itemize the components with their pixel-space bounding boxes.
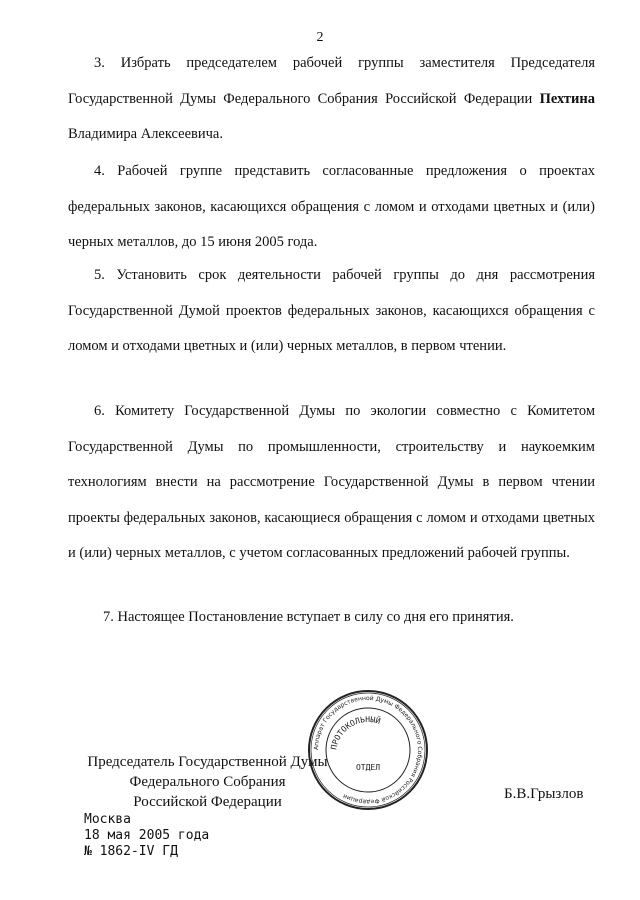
clause-number: 7. [103,609,114,625]
signatory-title-line-3: Российской Федерации [133,794,282,810]
signatory-title [80,752,335,812]
imprint-number: № 1862-IV ГД [84,844,178,859]
clause-text: Рабочей группе представить согласованные предложения о проектах федеральных законов, касающихся обращения с ломом и отходами цветных и (или) черных металлов, до 15 июня 2005 года. [68,163,596,250]
clause-4 [68,154,595,261]
clause-number: 3. [94,55,105,71]
clause-number: 5. [94,267,105,283]
clause-3 [68,46,595,153]
signatory-name: Б.В.Грызлов [504,786,584,802]
clause-6 [68,394,595,572]
clause-7 [103,600,583,636]
clause-text: Настоящее Постановление вступает в силу со дня его принятия. [117,609,514,625]
clause-text: Установить срок деятельности рабочей группы до дня рассмотрения Государственной Думой проектов федеральных законов, касающихся обращения с ломом и отходами цветных и (или) черных металлов, в первом чтении. [68,267,595,354]
stamp-outer-text: Аппарат Государственной Думы Федерального Собрания Российской Федерации [312,694,424,806]
signatory-title-line-1: Председатель Государственной Думы [87,754,328,770]
stamp-inner-top: ПРОТОКОЛЬНЫЙ [329,714,382,751]
signatory-title-line-2: Федерального Собрания [129,774,286,790]
document-imprint [84,812,209,860]
clause-text: Комитету Государственной Думы по экологии совместно с Комитетом Государственной Думы по промышленности, строительству и наукоемким технологиям внести на рассмотрение Государственной Думы в первом чтении проекты федеральных законов, касающиеся обращения с ломом и отходами цветных и (или) черных металлов, с учетом согласованных предложений рабочей группы. [68,403,596,561]
clause-5 [68,258,595,365]
clause-text-tail: Владимира Алексеевича. [68,126,223,142]
official-stamp [306,688,430,812]
clause-number: 4. [94,163,105,179]
page-number: 2 [316,30,324,45]
imprint-city: Москва [84,812,131,827]
clause-bold-name: Пехтина [539,90,595,107]
imprint-date: 18 мая 2005 года [84,828,210,843]
stamp-inner-bottom: ОТДЕЛ [355,763,381,772]
clause-number: 6. [94,403,105,419]
clause-text: Избрать председателем рабочей группы заместителя Председателя Государственной Думы Федерального Собрания Российской Федерации [68,55,595,107]
